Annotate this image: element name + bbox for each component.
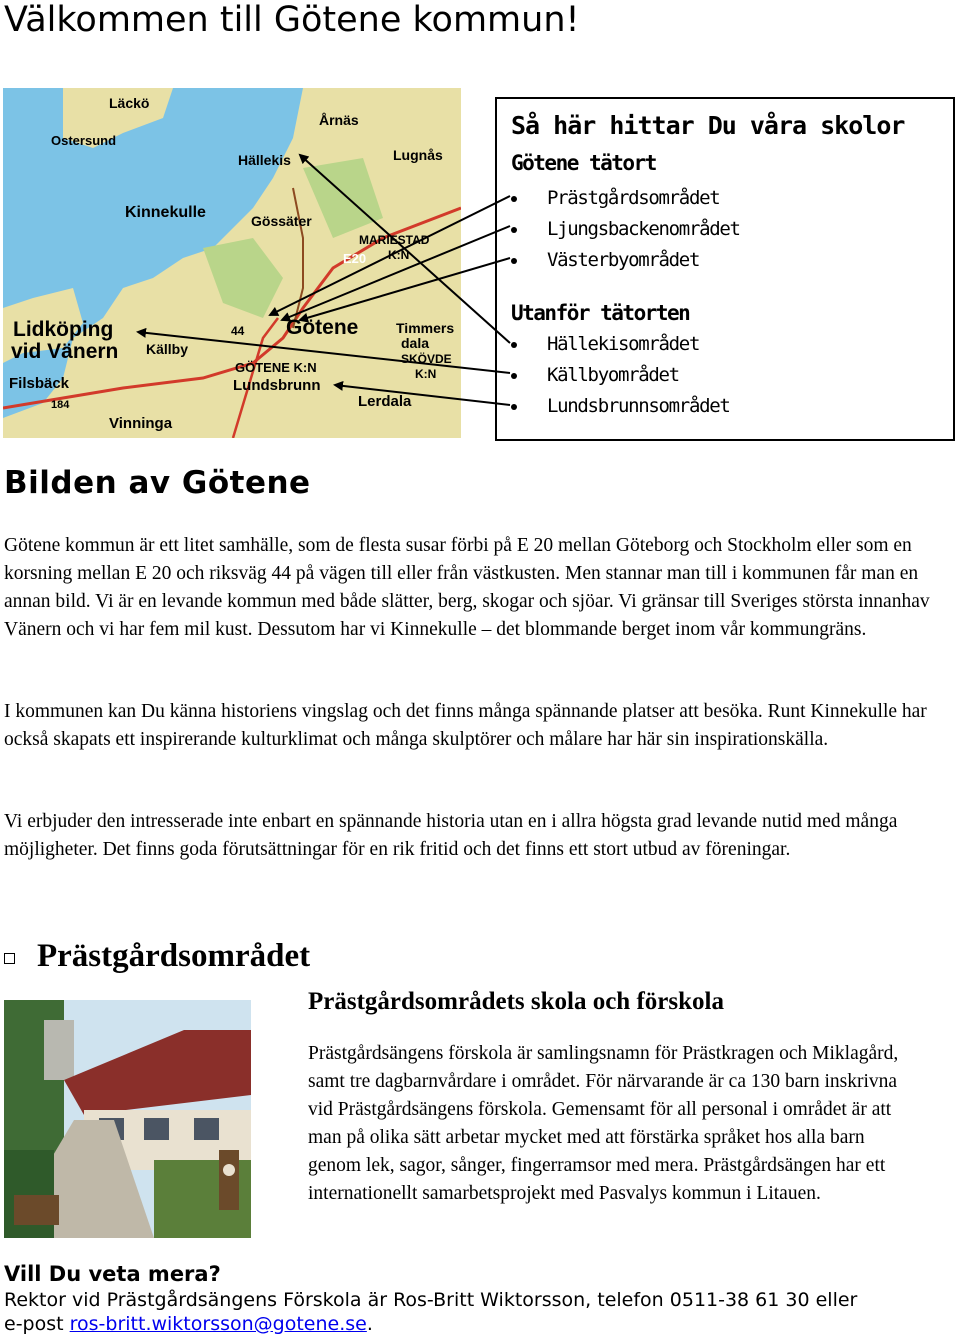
list-item: Källbyområdet bbox=[511, 360, 730, 391]
list-item: Hällekisområdet bbox=[511, 329, 730, 360]
contact-line: Rektor vid Prästgårdsängens Förskola är Ros-Britt Wiktorsson, telefon 0511-38 61 30 eller bbox=[4, 1289, 858, 1311]
map-label-filsback: Filsbäck bbox=[9, 375, 70, 392]
map-label-kn2: K:N bbox=[415, 367, 437, 381]
map-label-lidkoping: Lidköping bbox=[13, 318, 114, 341]
map-label-vid-vanern: vid Vänern bbox=[11, 340, 119, 363]
list-item: Prästgårdsområdet bbox=[511, 183, 740, 214]
map-label-ostersund: Ostersund bbox=[51, 133, 117, 148]
email-prefix: e-post bbox=[4, 1313, 70, 1335]
section-subheading: Prästgårdsområdets skola och förskola bbox=[308, 988, 724, 1015]
map-label-lacko: Läckö bbox=[109, 95, 150, 111]
contact-text bbox=[4, 1288, 954, 1336]
checkbox-bullet-icon bbox=[4, 953, 15, 964]
school-list-utanfor bbox=[511, 329, 730, 422]
map-label-mariestad: MARIESTAD bbox=[359, 233, 430, 247]
map-label-lugnas: Lugnås bbox=[393, 147, 443, 163]
bilden-intro-paragraph: Götene kommun är ett litet samhälle, som de flesta susar förbi på E 20 mellan Göteborg och Stockholm eller som en korsning mellan E 20 och riksväg 44 på vägen till eller från västkusten. Men stannar man till i kommunen får man en annan bild. Vi är en levande kommun med både slätter, berg, skogar och sjöar. Vi gränsar till Sveriges största innanhav Vänern och vi har fem mil kust. Dessutom har vi Kinnekulle – det blommande berget inom vår kommungräns. bbox=[4, 535, 930, 640]
map-label-road184: 184 bbox=[51, 399, 70, 411]
map-label-gotene: Götene bbox=[286, 316, 359, 339]
map-label-lundsbrunn: Lundsbrunn bbox=[233, 377, 321, 394]
school-list-tatort bbox=[511, 183, 740, 276]
page-title: Välkommen till Götene kommun! bbox=[4, 0, 580, 40]
map-label-road44: 44 bbox=[231, 324, 245, 338]
map-label-kinnekulle: Kinnekulle bbox=[125, 204, 206, 221]
bilden-paragraph-3: Vi erbjuder den intresserade inte enbart en spännande historia utan en i allra högsta grad levande nutid med många möjligheter. Det finns goda förutsättningar för en rik fritid och det finns ett stort utbud av föreningar. bbox=[4, 811, 898, 860]
list-item: Ljungsbackenområdet bbox=[511, 214, 740, 245]
email-link[interactable]: ros-britt.wiktorsson@gotene.se bbox=[69, 1313, 367, 1335]
map-label-dala: dala bbox=[401, 335, 430, 351]
section-heading bbox=[4, 938, 310, 975]
map-label-vinninga: Vinninga bbox=[109, 415, 173, 432]
school-finder-heading: Så här hittar Du våra skolor bbox=[511, 111, 905, 140]
map-label-hallekis: Hällekis bbox=[238, 152, 291, 168]
map-label-gotene-kn: GÖTENE K:N bbox=[235, 360, 317, 375]
section-body: Prästgårdsängens förskola är samlingsnamn för Prästkragen och Miklagård, samt tre dagbarnvårdare i området. För närvarande är ca 130 barn inskrivna vid Prästgårdsängens förskola. Gemensamt för all personal i området är att man på olika sätt arbetar mycket med att förstärka språket hos alla barn genom lek, sagor, sånger, fingerramsor med mera. Prästgårdsängen har ett internationellt samarbetsprojekt med Pasvalys kommun i Litauen. bbox=[308, 1043, 899, 1204]
bilden-heading: Bilden av Götene bbox=[4, 465, 311, 501]
map-label-kn1: K:N bbox=[388, 248, 410, 262]
map-label-lerdala: Lerdala bbox=[358, 393, 412, 410]
school-finder-box bbox=[495, 97, 955, 441]
map-label-arnas: Årnäs bbox=[319, 112, 359, 128]
map-label-skovde: SKÖVDE bbox=[401, 352, 452, 366]
bilden-paragraph-2: I kommunen kan Du känna historiens vingslag och det finns många spännande platser att besöka. Runt Kinnekulle har också skapats ett inspirerande kulturklimat och många skulptörer och målare har här sin inspirationskälla. bbox=[4, 701, 927, 750]
group-heading-utanfor: Utanför tätorten bbox=[511, 301, 690, 325]
email-suffix: . bbox=[366, 1313, 373, 1335]
section-heading-text: Prästgårdsområdet bbox=[37, 938, 311, 974]
map-label-e20: E20 bbox=[343, 251, 367, 266]
school-photo bbox=[4, 1000, 251, 1238]
group-heading-tatort: Götene tätort bbox=[511, 151, 656, 175]
list-item: Lundsbrunnsområdet bbox=[511, 391, 730, 422]
contact-heading: Vill Du veta mera? bbox=[4, 1262, 221, 1286]
list-item: Västerbyområdet bbox=[511, 245, 740, 276]
map-label-gossater: Gössäter bbox=[251, 213, 312, 229]
area-map bbox=[3, 88, 461, 438]
map-label-kallby: Källby bbox=[146, 341, 189, 357]
map-label-timmers: Timmers bbox=[396, 320, 455, 336]
